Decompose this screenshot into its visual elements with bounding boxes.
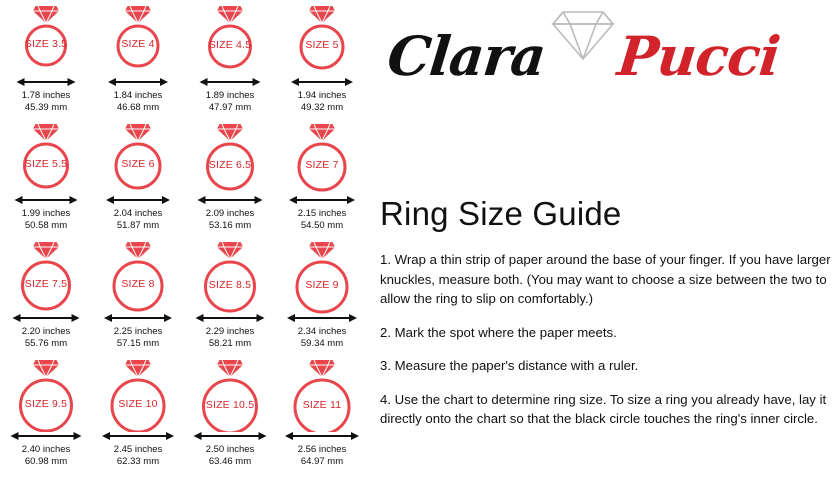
ring-measurements: [92, 208, 184, 231]
ring-size-cell[interactable]: [184, 240, 276, 358]
ring-inches: 2.29 inches: [205, 326, 255, 337]
ring-inches: 2.20 inches: [21, 326, 71, 337]
ring-size-cell[interactable]: [0, 122, 92, 240]
diameter-arrow: [0, 194, 92, 206]
ring-measurements: [0, 208, 92, 231]
ring-size-cell[interactable]: [276, 122, 368, 240]
ring-inches: 2.34 inches: [297, 326, 347, 337]
ring-inches: 2.45 inches: [113, 444, 163, 455]
ring-size-cell[interactable]: [184, 358, 276, 476]
ring-illustration: [92, 4, 184, 76]
ring-inches: 2.50 inches: [205, 444, 255, 455]
diameter-arrow: [276, 194, 368, 206]
ring-millimeters: 53.16 mm: [208, 219, 252, 231]
ring-measurements: [0, 444, 92, 467]
ring-size-cell[interactable]: [92, 358, 184, 476]
ring-illustration: [184, 4, 276, 76]
guide-step: 2. Mark the spot where the paper meets.: [380, 324, 617, 340]
chart-row: [0, 358, 368, 476]
diameter-arrow: [0, 76, 92, 88]
ring-size-label: SIZE 5: [305, 39, 339, 51]
ring-size-cell[interactable]: [276, 358, 368, 476]
ring-size-cell[interactable]: [276, 4, 368, 122]
ring-inches: 1.78 inches: [21, 90, 71, 101]
ring-inches: 1.94 inches: [297, 90, 347, 101]
ring-measurements: [184, 444, 276, 467]
ring-millimeters: 60.98 mm: [24, 455, 68, 467]
ring-size-cell[interactable]: [92, 4, 184, 122]
ring-illustration: [276, 358, 368, 430]
ring-illustration: [184, 240, 276, 312]
ring-illustration: [0, 4, 92, 76]
diameter-arrow: [92, 312, 184, 324]
ring-size-chart: [0, 0, 368, 501]
ring-millimeters: 47.97 mm: [208, 101, 252, 113]
ring-inches: 1.89 inches: [205, 90, 255, 101]
ring-size-label: SIZE 6.5: [208, 158, 252, 171]
guide-step: 1. Wrap a thin strip of paper around the base of your finger. If you have larger knuckles, measure both. (You may want to choose a size between the two to allow the ring to slip on comfortably.): [380, 252, 831, 306]
ring-millimeters: 49.32 mm: [300, 101, 344, 113]
ring-size-cell[interactable]: [184, 122, 276, 240]
ring-shape: [0, 360, 92, 432]
guide-steps: [380, 250, 835, 443]
ring-measurements: [276, 90, 368, 113]
ring-millimeters: 64.97 mm: [300, 455, 344, 467]
diameter-arrow: [184, 76, 276, 88]
ring-measurements: [184, 90, 276, 113]
ring-illustration: [276, 4, 368, 76]
chart-row: [0, 4, 368, 122]
ring-shape: [276, 242, 368, 314]
ring-measurements: [276, 326, 368, 349]
ring-millimeters: 59.34 mm: [300, 337, 344, 349]
diameter-arrow: [184, 312, 276, 324]
ring-illustration: [276, 240, 368, 312]
ring-size-label: SIZE 11: [302, 399, 342, 411]
ring-size-label: SIZE 10.5: [205, 398, 255, 411]
ring-illustration: [184, 358, 276, 430]
brand-name-second: Pucci: [614, 24, 783, 88]
ring-size-label: SIZE 7.5: [24, 277, 68, 290]
ring-shape: [276, 360, 368, 432]
ring-measurements: [0, 90, 92, 113]
diameter-arrow: [184, 194, 276, 206]
page-title: Ring Size Guide: [380, 195, 622, 232]
ring-size-cell[interactable]: [92, 240, 184, 358]
ring-millimeters: 45.39 mm: [24, 101, 68, 113]
ring-illustration: [92, 358, 184, 430]
ring-inches: 2.04 inches: [113, 208, 163, 219]
ring-inches: 1.99 inches: [21, 208, 71, 219]
ring-millimeters: 51.87 mm: [116, 219, 160, 231]
guide-step: 3. Measure the paper's distance with a ruler.: [380, 358, 639, 373]
ring-size-label: SIZE 4.5: [208, 38, 252, 51]
brand-logo: [378, 2, 833, 112]
ring-size-cell[interactable]: [92, 122, 184, 240]
ring-inches: 2.09 inches: [205, 208, 255, 219]
ring-size-cell[interactable]: [276, 240, 368, 358]
ring-millimeters: 62.33 mm: [116, 455, 160, 467]
ring-inches: 1.84 inches: [113, 90, 163, 101]
ring-size-label: SIZE 4: [121, 38, 155, 50]
ring-shape: [184, 360, 276, 432]
ring-size-label: SIZE 7: [305, 159, 339, 171]
ring-size-cell[interactable]: [184, 4, 276, 122]
ring-millimeters: 63.46 mm: [208, 455, 252, 467]
ring-size-cell[interactable]: [0, 358, 92, 476]
chart-row: [0, 240, 368, 358]
ring-size-cell[interactable]: [0, 4, 92, 122]
ring-illustration: [92, 122, 184, 194]
ring-illustration: [276, 122, 368, 194]
ring-inches: 2.40 inches: [21, 444, 71, 455]
ring-measurements: [92, 90, 184, 113]
diameter-arrow: [276, 76, 368, 88]
chart-row: [0, 122, 368, 240]
ring-illustration: [0, 358, 92, 430]
ring-illustration: [184, 122, 276, 194]
ring-measurements: [0, 326, 92, 349]
ring-millimeters: 55.76 mm: [24, 337, 68, 349]
ring-millimeters: 54.50 mm: [300, 219, 344, 231]
guide-step: 4. Use the chart to determine ring size. To size a ring you already have, lay it directly onto the chart so that the black circle touches the ring's inner circle.: [380, 391, 827, 426]
diameter-arrow: [92, 430, 184, 442]
ring-inches: 2.15 inches: [297, 208, 347, 219]
diameter-arrow: [92, 194, 184, 206]
ring-size-label: SIZE 9.5: [24, 397, 68, 410]
ring-measurements: [184, 326, 276, 349]
ring-measurements: [92, 444, 184, 467]
brand-name-first: Clara: [384, 24, 549, 88]
ring-size-cell[interactable]: [0, 240, 92, 358]
ring-size-label: SIZE 5.5: [24, 157, 68, 170]
ring-illustration: [0, 122, 92, 194]
ring-measurements: [92, 326, 184, 349]
ring-millimeters: 58.21 mm: [208, 337, 252, 349]
ring-size-label: SIZE 6: [121, 158, 155, 170]
ring-measurements: [276, 444, 368, 467]
ring-illustration: [0, 240, 92, 312]
diameter-arrow: [276, 430, 368, 442]
diameter-arrow: [0, 312, 92, 324]
ring-millimeters: 50.58 mm: [24, 219, 68, 231]
ring-inches: 2.25 inches: [113, 326, 163, 337]
ring-inches: 2.56 inches: [297, 444, 347, 455]
diameter-arrow: [184, 430, 276, 442]
ring-size-label: SIZE 8.5: [208, 278, 252, 291]
ring-shape: [92, 360, 184, 432]
ring-measurements: [184, 208, 276, 231]
ring-size-label: SIZE 9: [305, 279, 339, 291]
ring-size-label: SIZE 10: [118, 398, 158, 410]
guide-panel: [368, 0, 839, 501]
ring-measurements: [276, 208, 368, 231]
diameter-arrow: [276, 312, 368, 324]
ring-millimeters: 57.15 mm: [116, 337, 160, 349]
diameter-arrow: [0, 430, 92, 442]
ring-size-label: SIZE 3.5: [24, 37, 68, 50]
ring-millimeters: 46.68 mm: [116, 101, 160, 113]
ring-illustration: [92, 240, 184, 312]
diameter-arrow: [92, 76, 184, 88]
ring-size-label: SIZE 8: [121, 278, 155, 290]
